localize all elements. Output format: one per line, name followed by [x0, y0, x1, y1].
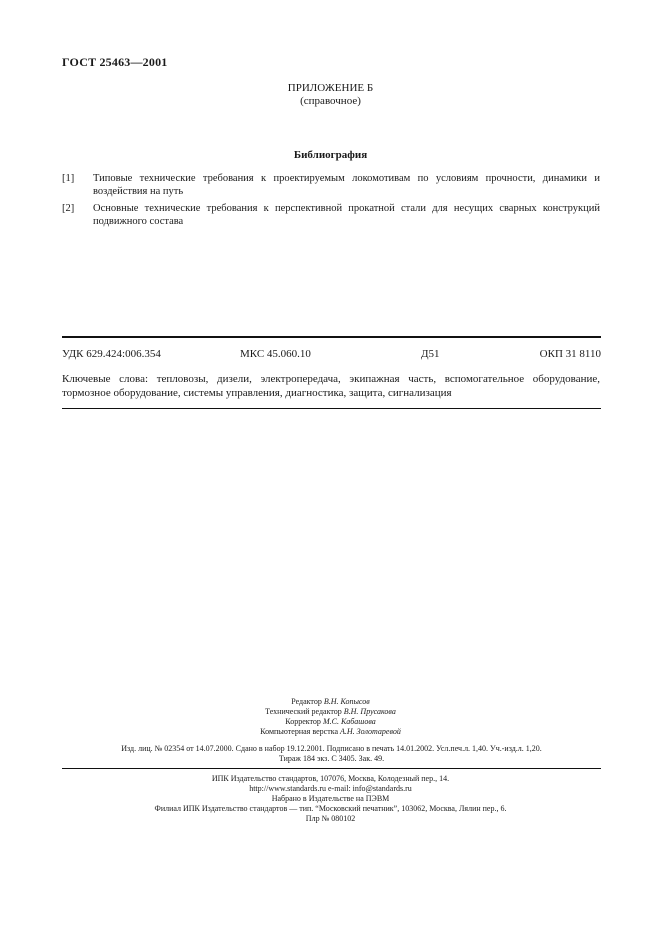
editor-line: Компьютерная верстка А.Н. Золотаревой [260, 727, 401, 736]
footer-line: Филиал ИПК Издательство стандартов — тип. “Московский печатник”, 103062, Москва, Лялин пер., 6. [154, 804, 507, 813]
bibliography-title: Библиография [293, 149, 368, 161]
bibliography-item-number: [1] [62, 173, 75, 184]
top-divider [62, 336, 601, 338]
bibliography-item-number: [2] [62, 203, 75, 214]
editor-line: Технический редактор В.Н. Прусакова [265, 707, 396, 716]
okp-code: ОКП 31 8110 [539, 348, 601, 360]
editor-line: Корректор М.С. Кабашова [285, 717, 376, 726]
footer-line: Набрано в Издательстве на ПЭВМ [271, 794, 390, 803]
keywords: Ключевые слова: тепловозы, дизели, электропередача, экипажная часть, вспомогательное оборудование, тормозное оборудование, системы управления, диагностика, защита, сигнализация [62, 373, 600, 399]
publisher-footer [0, 774, 661, 824]
appendix-title: ПРИЛОЖЕНИЕ Б [287, 82, 374, 94]
footer-line: http://www.standards.ru e-mail: info@standards.ru [249, 784, 412, 793]
publication-line: Изд. лиц. № 02354 от 14.07.2000. Сдано в набор 19.12.2001. Подписано в печать 14.01.2002. Усл.печ.л. 1,40. Уч.-изд.л. 1,20. [121, 744, 542, 753]
publication-line: Тираж 184 экз. С 3405. Зак. 49. [278, 754, 385, 763]
bibliography-item-text: Типовые технические требования к проектируемым локомотивам по условиям прочности, динамики и воздействия на путь [93, 173, 600, 197]
mks-code: МКС 45.060.10 [240, 348, 311, 360]
bibliography-item [62, 172, 600, 198]
bibliography-item-text: Основные технические требования к перспективной прокатной стали для несущих сварных конструкций подвижного состава [93, 203, 600, 227]
udk-code: УДК 629.424:006.354 [62, 348, 161, 360]
appendix-heading [0, 82, 661, 108]
group-code: Д51 [421, 348, 440, 360]
footer-divider [62, 768, 601, 769]
editors-block [0, 697, 661, 737]
standard-number: ГОСТ 25463—2001 [62, 55, 168, 69]
editor-line: Редактор В.Н. Копысов [291, 697, 370, 706]
appendix-subtitle: (справочное) [300, 95, 361, 107]
publication-info [62, 744, 601, 764]
footer-line: Плр № 080102 [305, 814, 356, 823]
bottom-divider [62, 408, 601, 409]
bibliography-item [62, 202, 600, 228]
footer-line: ИПК Издательство стандартов, 107076, Москва, Колодезный пер., 14. [211, 774, 450, 783]
